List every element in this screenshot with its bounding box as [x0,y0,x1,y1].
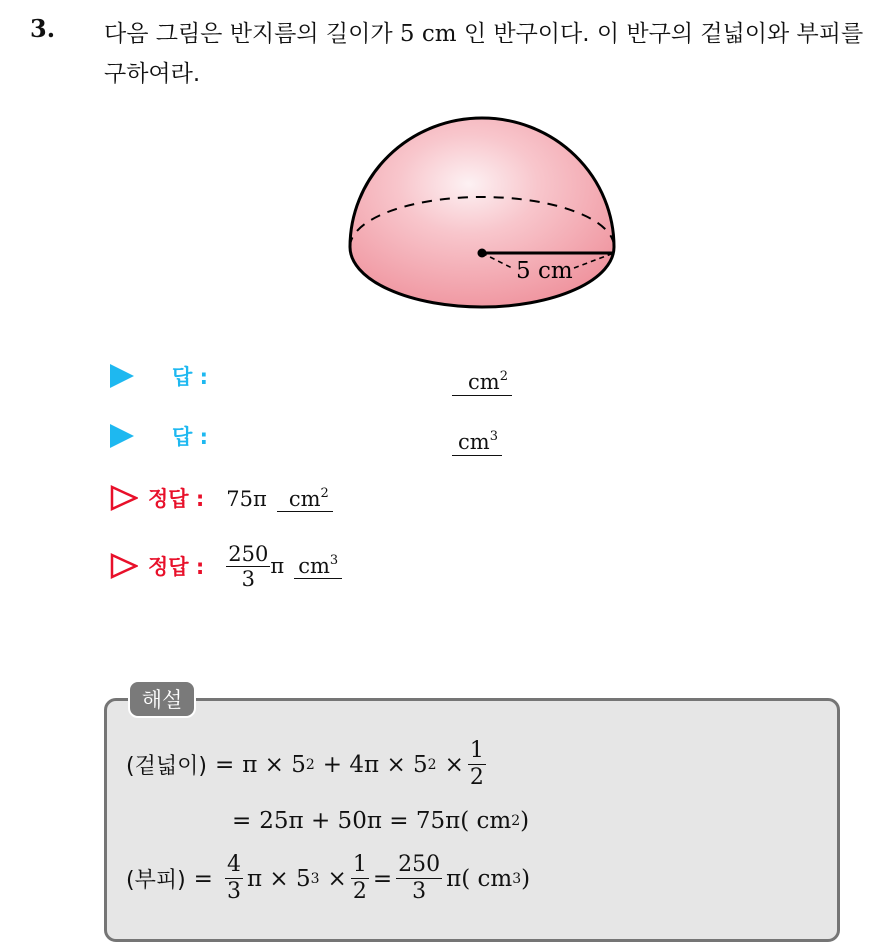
equals-sign: = [193,865,213,892]
fraction-denominator: 3 [226,879,241,904]
correct-value-area [226,486,333,511]
solution-term: + 4π × 5 [322,751,428,778]
answer-unit-exp-area: 2 [499,369,508,384]
hemisphere-figure [330,110,630,320]
solution-term: × [327,865,347,892]
solution-term: × [444,751,464,778]
solution-exp: 2 [511,813,521,829]
play-arrow-icon [110,424,134,448]
solution-line-surface-area-result [232,808,529,834]
radius-label: 5 cm [516,258,573,284]
solution-term: π × 5 [246,865,311,892]
fraction-250-over-3 [396,852,442,905]
correct-row-area [110,478,333,518]
fraction-denominator: 2 [352,879,367,904]
fraction-numerator: 1 [352,852,367,877]
answer-label-area: 답 : [172,365,208,389]
solution-exp: 3 [310,870,320,887]
question-text-before: 다음 그림은 반지름의 길이가 [104,21,400,47]
answer-input-area[interactable] [452,364,512,396]
answer-unit-volume: cm [458,430,490,454]
solution-line-surface-area [126,738,490,791]
closing-paren: ) [521,865,531,892]
answer-unit-exp-volume: 3 [489,429,498,444]
question-radius: 5 cm [399,21,457,47]
answer-row-area [110,356,208,396]
solution-exp: 2 [427,756,437,773]
fraction-numerator: 1 [469,738,484,763]
solution-exp: 3 [512,870,522,887]
solution-tab: 해설 [128,680,196,718]
correct-unit-exp-area: 2 [320,485,329,501]
solution-term: π( cm [446,865,513,892]
correct-unit-exp-volume: 3 [329,553,339,568]
correct-value-volume [226,542,342,591]
correct-row-volume [110,540,342,592]
fraction-denominator: 3 [241,566,256,591]
fraction-1-over-2 [351,852,369,905]
answer-row-volume [110,416,208,456]
question-number: 3. [30,14,56,43]
closing-paren: ) [520,808,530,834]
equals-sign: = [372,865,393,892]
correct-value-area-number: 75π [226,486,267,511]
fraction-numerator: 250 [398,852,441,877]
equals-sign: = [232,808,252,834]
triangle-outline-icon [110,485,138,511]
volume-term: (부피) [126,868,186,893]
answer-label-volume: 답 : [172,425,208,449]
fraction-1-over-2 [468,738,486,791]
fraction-numerator: 4 [226,852,241,877]
correct-unit-volume: cm [298,554,330,578]
question-text [104,14,874,94]
correct-label-volume: 정답 : [148,555,205,579]
correct-unit-area: cm [288,486,321,511]
fraction-denominator: 3 [412,879,427,904]
correct-label-area: 정답 : [148,487,205,511]
answer-input-volume[interactable] [452,424,502,456]
fraction-numerator: 250 [228,541,269,566]
pi-symbol: π [270,554,285,578]
solution-term: π × 5 [242,751,306,778]
triangle-outline-icon [110,553,138,579]
play-arrow-icon [110,364,134,388]
solution-line-volume [126,852,530,905]
equals-sign: = [214,751,235,778]
fraction-250-over-3 [226,542,270,591]
fraction-denominator: 2 [469,765,484,790]
question-text-after: 인 반구이다. 이 반구의 겉넓이와 부피를 구하여라. [104,21,864,87]
fraction-4-over-3 [225,852,243,905]
hemisphere-body [350,118,614,307]
solution-term: 25π + 50π = 75π( cm [259,808,512,834]
answer-unit-area: cm [468,370,500,394]
surface-area-term: (겉넓이) [126,754,207,779]
solution-exp: 2 [305,756,315,773]
